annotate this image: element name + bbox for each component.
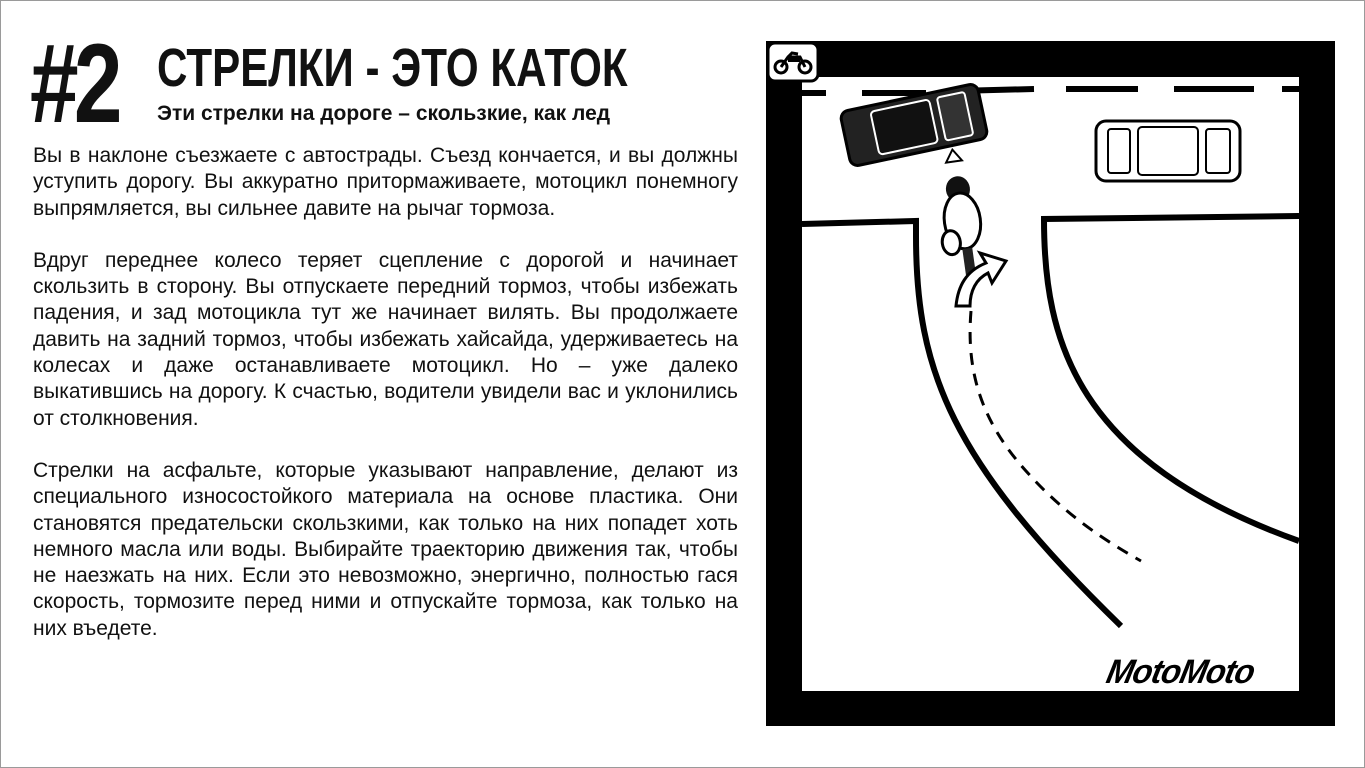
white-car xyxy=(1096,121,1240,181)
paragraph-3: Стрелки на асфальте, которые указывают направление, делают из специального износостойкого материала на основе пластика. Они становятся предательски скользкими, как только на них попадет хоть немного масла или воды. Выбирайте траекторию движения так, чтобы не наезжать на них. Если это невозможно, энергично, полностью гася скорость, тормозите перед ними и отпускайте тормоза, как только на них въедете. xyxy=(33,458,738,640)
slide-number: #2 xyxy=(30,21,118,146)
article-body xyxy=(33,143,738,668)
road-illustration xyxy=(766,41,1335,726)
page-subtitle: Эти стрелки на дороге – скользкие, как лед xyxy=(157,102,611,125)
speech-bubble-icon xyxy=(766,41,820,91)
paragraph-1: Вы в наклоне съезжаете с автострады. Съезд кончается, и вы должны уступить дорогу. Вы аккуратно притормаживаете, мотоцикл понемногу выпрямляется, вы сильнее давите на рычаг тормоза. xyxy=(33,144,738,220)
road-scene-drawing xyxy=(766,41,1335,726)
paragraph-2: Вдруг переднее колесо теряет сцепление с дорогой и начинает скользить в сторону. Вы отпускаете передний тормоз, чтобы избежать падения, и зад мотоцикла тут же начинает вилять. Вы продолжаете давить на задний тормоз, чтобы избежать хайсайда, удерживаетесь на колесах и даже останавливаете мотоцикл. Но – уже далеко выкатившись на дорогу. К счастью, водители увидели вас и уклонились от столкновения. xyxy=(33,248,738,430)
page-title: СТРЕЛКИ - ЭТО КАТОК xyxy=(157,38,628,98)
brand-logo-text: MotoMoto xyxy=(1103,653,1258,691)
